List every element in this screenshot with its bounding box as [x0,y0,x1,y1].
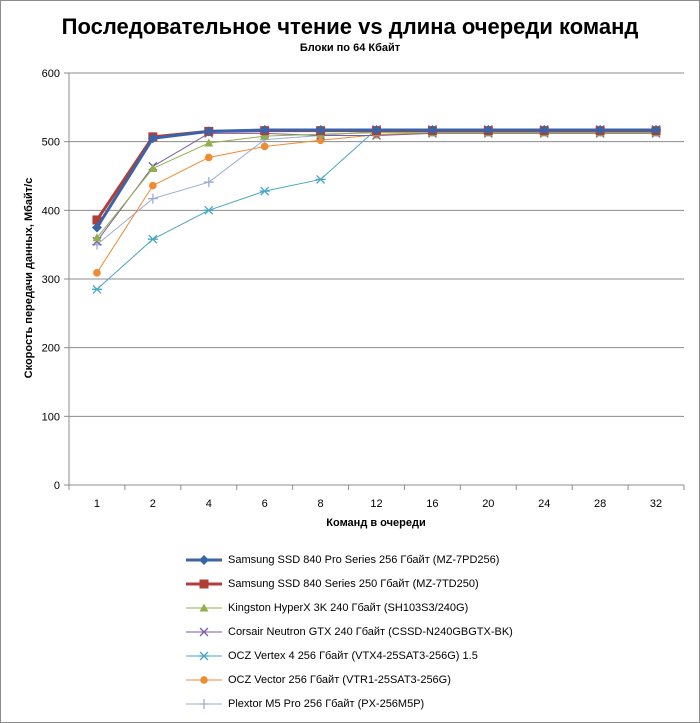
data-point [260,187,270,195]
legend-label: OCZ Vector 256 Гбайт (VTR1-25SAT3-256G) [228,674,451,686]
x-tick-label: 1 [93,498,101,510]
y-tick-label: 100 [41,411,60,424]
series-7 [92,126,661,249]
series-2 [92,126,660,224]
data-point [204,177,214,187]
chart-title: Последовательное чтение vs длина очереди команд [61,14,639,39]
x-tick-label: 6 [261,498,268,510]
x-tick-label: 28 [594,498,607,510]
x-tick-label: 4 [205,498,212,510]
data-point [148,164,157,172]
data-point [148,235,158,243]
series-line [97,133,656,273]
chart-subtitle: Блоки по 64 Кбайт [299,42,401,54]
x-tick-label: 16 [426,498,439,510]
tick-labels [42,68,663,510]
legend-label: OCZ Vertex 4 256 Гбайт (VTX4-25SAT3-256G) 1.5 [228,650,478,662]
series-lines [92,125,661,293]
series-4 [93,129,660,245]
y-tick-label: 300 [41,274,60,286]
data-point [261,143,269,151]
legend-label: Samsung SSD 840 Pro Series 256 Гбайт (MZ-7PD256) [228,554,500,566]
data-point [316,175,326,183]
series-line [97,131,656,244]
x-tick-label: 24 [538,498,551,510]
data-point [93,269,101,277]
x-axis-title: Команд в очереди [326,517,426,529]
legend-label: Corsair Neutron GTX 240 Гбайт (CSSD-N240GBGTX-BK) [228,626,513,638]
series-5 [92,125,661,293]
x-tick-label: 12 [370,498,383,510]
data-point [92,285,102,293]
x-tick-label: 2 [149,498,156,510]
y-tick-label: 600 [41,68,60,80]
y-axis-title: Скорость передачи данных, Мбайт/с [23,177,35,379]
gridlines [69,73,684,416]
legend-label: Plextor M5 Pro 256 Гбайт (PX-256M5P) [228,698,425,710]
x-tick-label: 32 [649,498,663,510]
data-point [204,206,214,214]
y-tick-label: 0 [53,480,60,492]
series-line [97,129,656,289]
series-3 [92,128,660,241]
y-tick-label: 500 [41,136,60,149]
series-line [97,133,656,238]
data-point [205,154,213,162]
y-tick-label: 400 [41,205,60,218]
legend-label: Samsung SSD 840 Series 250 Гбайт (MZ-7TD250) [228,578,479,590]
legend-label: Kingston HyperX 3K 240 Гбайт (SH103S3/240G) [228,602,469,614]
y-tick-label: 200 [41,342,60,355]
x-tick-label: 20 [482,498,495,510]
series-line [97,130,656,228]
series-1 [92,125,661,233]
data-point [149,182,157,190]
x-tick-label: 8 [317,498,324,510]
series-line [97,131,656,220]
